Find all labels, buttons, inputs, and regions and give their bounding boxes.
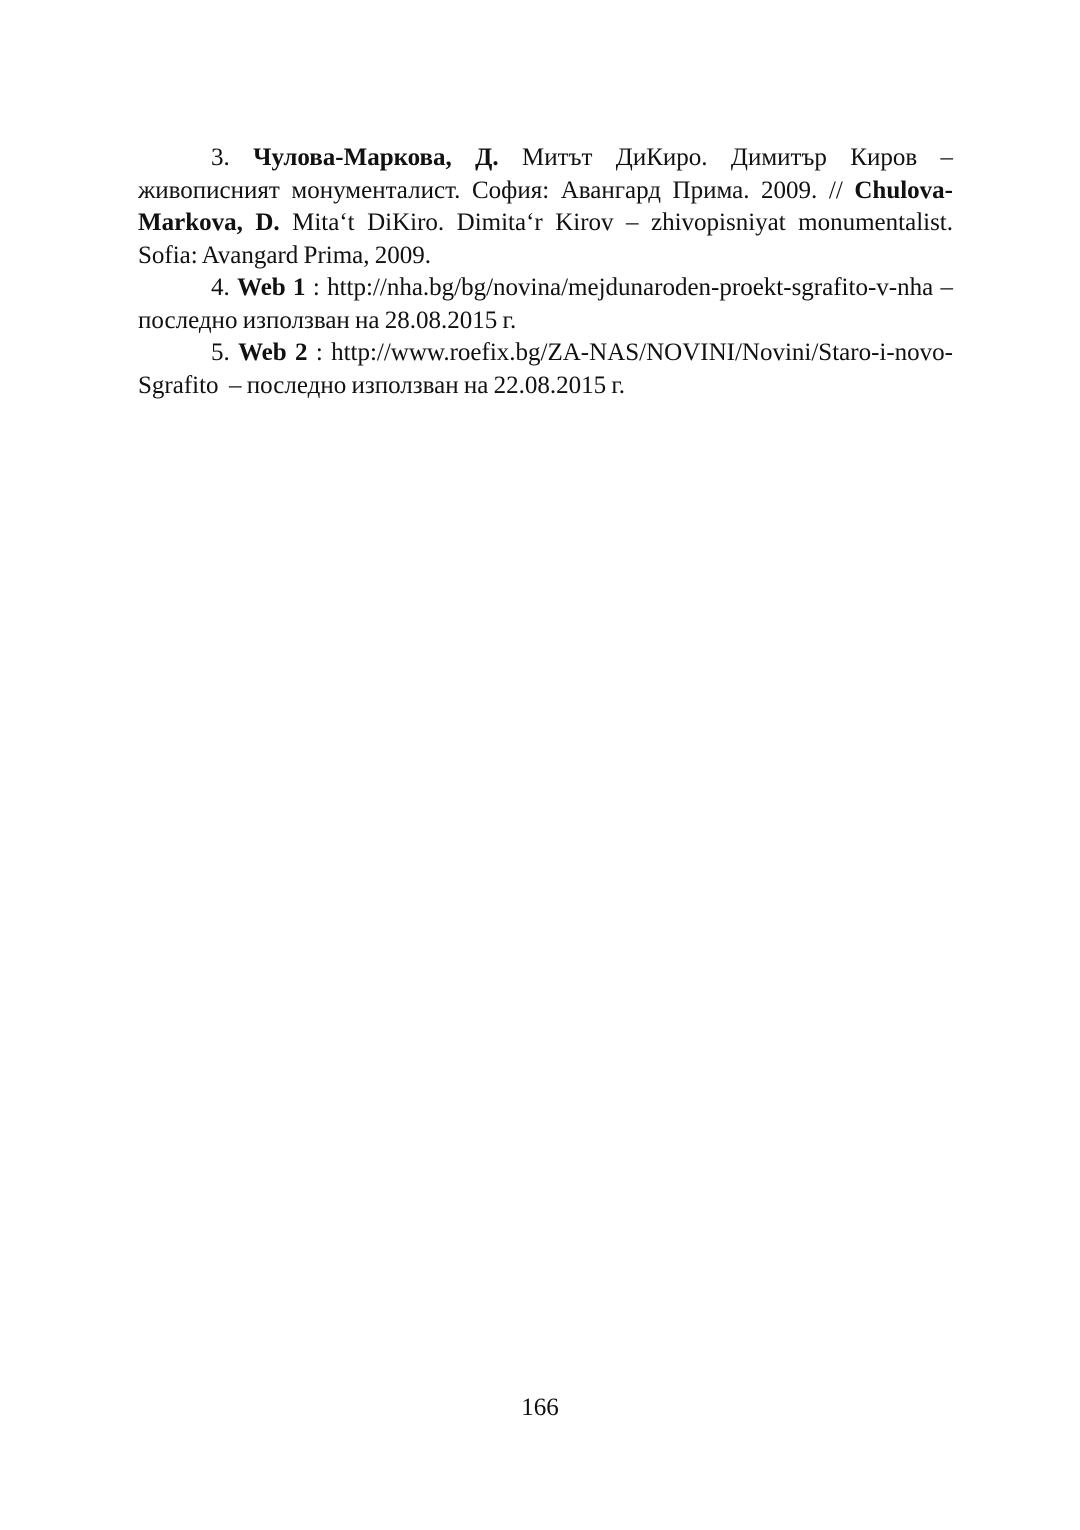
reference-label: Web 2 [238,339,308,366]
reference-label: Web 1 [237,274,306,301]
reference-text-bg: Митът ДиКиро. Димитър Киров – живописният монументалист. София: Авангард Прима. 2009. // [138,144,954,204]
reference-list [138,142,953,402]
reference-number: 5. [211,339,230,366]
reference-author-bg: Чулова-Маркова, Д. [253,144,499,171]
reference-number: 4. [211,274,230,301]
reference-accessed: – последно използван на 22.08.2015 г. [229,371,625,399]
reference-url: http://nha.bg/bg/novina/mejdunaroden-proekt-sgrafito-v-nha [327,274,934,301]
reference-item-5: 5. Web 2 : http://www.roefix.bg/ZA-NAS/NOVINI/Novini/Staro-i-novo-Sgrafito – последно използван на 22.08.2015 г. [138,339,953,399]
page-number: 166 [521,1394,559,1421]
reference-author-en: Chulova-Markova, D. [138,176,954,236]
reference-text-en: Mita‘t DiKiro. Dimita‘r Kirov – zhivopisniyat monumentalist. Sofia: Avangard Prima, 2009. [138,209,954,269]
reference-number: 3. [211,144,230,171]
reference-item-4: 4. Web 1 : http://nha.bg/bg/novina/mejdunaroden-proekt-sgrafito-v-nha – последно използван на 28.08.2015 г. [138,274,954,334]
reference-item-3 [138,142,953,272]
reference-url: http://www.roefix.bg/ZA-NAS/NOVINI/Novini/Staro-i-novo-Sgrafito [138,339,953,399]
reference-accessed: – последно използван на 28.08.2015 г. [138,274,954,334]
